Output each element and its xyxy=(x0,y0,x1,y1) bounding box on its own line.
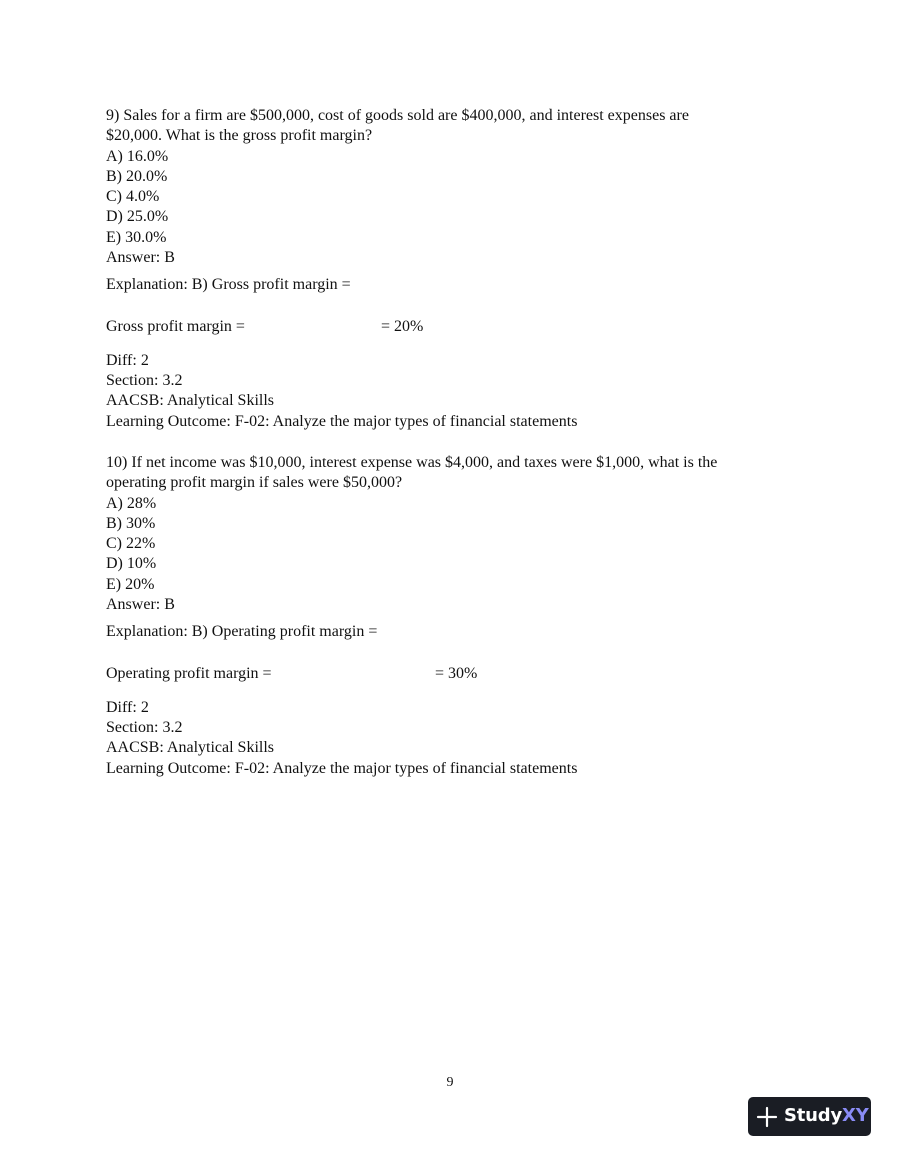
question-stem-line: 10) If net income was $10,000, interest expense was $4,000, and taxes were $1,000, what is the xyxy=(106,454,718,471)
answer-option: E) 30.0% xyxy=(106,228,167,246)
question-stem-line: 9) Sales for a firm are $500,000, cost of goods sold are $400,000, and interest expenses are xyxy=(106,107,689,124)
section-text: Section: 3.2 xyxy=(106,371,183,389)
question-10 xyxy=(106,453,806,779)
answer-option: B) 20.0% xyxy=(106,167,168,185)
explanation-text: Explanation: B) Gross profit margin = xyxy=(106,276,351,294)
formula-line xyxy=(106,317,806,337)
answer-key: Answer: B xyxy=(106,596,175,614)
answer-option: E) 20% xyxy=(106,575,155,593)
plus-icon xyxy=(756,1106,778,1128)
answer-option: D) 10% xyxy=(106,555,157,573)
formula-line xyxy=(106,664,806,684)
learning-outcome-text: Learning Outcome: F-02: Analyze the major types of financial statements xyxy=(106,759,578,777)
studyxy-badge[interactable] xyxy=(748,1097,871,1136)
answer-option: C) 22% xyxy=(106,535,156,553)
formula-label: Gross profit margin = xyxy=(106,317,245,335)
answer-option: D) 25.0% xyxy=(106,208,169,226)
answer-key: Answer: B xyxy=(106,249,175,267)
aacsb-text: AACSB: Analytical Skills xyxy=(106,739,275,757)
brand-accent: XY xyxy=(842,1105,869,1127)
formula-result: = 30% xyxy=(435,664,478,682)
page-number: 9 xyxy=(446,1075,454,1090)
difficulty-text: Diff: 2 xyxy=(106,698,149,716)
answer-option: A) 16.0% xyxy=(106,147,169,165)
answer-option: B) 30% xyxy=(106,514,156,532)
formula-label: Operating profit margin = xyxy=(106,664,272,682)
question-9 xyxy=(106,106,806,432)
learning-outcome-text: Learning Outcome: F-02: Analyze the major types of financial statements xyxy=(106,412,578,430)
difficulty-text: Diff: 2 xyxy=(106,351,149,369)
answer-option: A) 28% xyxy=(106,494,157,512)
question-stem-line: $20,000. What is the gross profit margin? xyxy=(106,127,373,145)
answer-option: C) 4.0% xyxy=(106,188,160,206)
aacsb-text: AACSB: Analytical Skills xyxy=(106,392,275,410)
brand-name xyxy=(784,1106,869,1126)
formula-result: = 20% xyxy=(381,317,424,335)
explanation-text: Explanation: B) Operating profit margin = xyxy=(106,623,378,641)
brand-main: Study xyxy=(784,1105,843,1127)
section-text: Section: 3.2 xyxy=(106,718,183,736)
question-stem-line: operating profit margin if sales were $50,000? xyxy=(106,474,403,492)
